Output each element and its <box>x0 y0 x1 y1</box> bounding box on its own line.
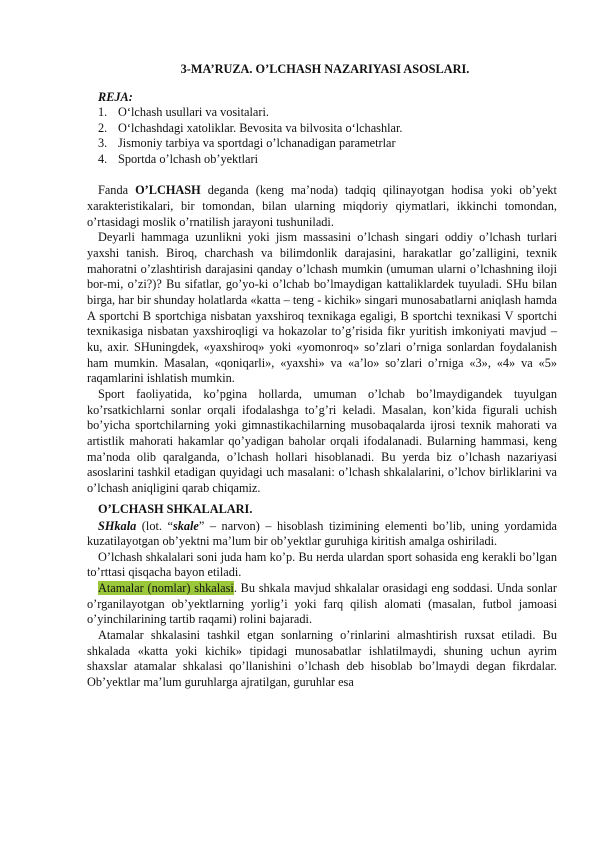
paragraph <box>87 519 557 550</box>
term-latin: skale <box>172 518 199 533</box>
paragraph <box>87 581 557 628</box>
section-heading: O’LCHASH SHKALALARI. <box>98 501 253 516</box>
paragraph: Deyarli hammaga uzunlikni yoki jism massasini o’lchash singari oddiy o’lchash turlari yaxshi tanish. Biroq, charchash va bilimdonlik darajasini, harakatlar go’zalligini, texnik mahoratni o’zlashtirish darajasini qanday o’lchash mumkin (umuman ularni o’lchashning iloji bor-mi, o’zi?)? Bu sifatlar, go’yo-ki o’lchab bo’lmaydigan kattaliklardek tuyuladi. SHu bilan birga, har bir shunday holatlarda «katta – teng - kichik» singari munosabatlarni aniqlash hamda A sportchi B sportchiga nisbatan yaxshiroq texnikaga egaligi, B sportchi texnikasi V sportchi texnikasiga nisbatan yaxshiroqligi va hokazolar to’g’risida fikr yuritish imkoniyati mavjud – ku, axir. SHuningdek, «yaxshiroq» yoki «yomonroq» so’zlari o’rniga sonlardan foydalanish ham mumkin. Masalan, «qoniqarli», «yaxshi» va «a’lo» so’zlari o’rniga «3», «4» va «5» raqamlarini ishlatish mumkin. <box>87 230 557 386</box>
page-title: 3-MA’RUZA. O’LCHASH NAZARIYASI ASOSLARI. <box>180 62 470 76</box>
list-item <box>98 152 557 168</box>
spacer <box>87 167 557 183</box>
list-text: O‘lchashdagi xatoliklar. Bevosita va bilvosita o‘lchashlar. <box>118 120 403 135</box>
list-number: 1. <box>98 105 108 119</box>
plan-list <box>87 105 557 167</box>
paragraph: Atamalar shkalasini tashkil etgan sonlarning o’rinlarini almashtirish ruxsat etiladi. Bu shkalada «katta yoki kichik» tipidagi munosabatlar ishlatilmaydi, shuning uchun ayrim shaxslar atamalar shkalasi qo’llanishini o’lchash deb hisoblab bo’lmaydi degan fikrdalar. Ob’yektlar ma’lum guruhlarga ajratilgan, guruhlar esa <box>87 628 557 690</box>
list-number: 3. <box>98 136 108 151</box>
term: SHkala <box>98 518 137 533</box>
paragraph: O’lchash shkalalari soni juda ham ko’p. Bu нerda ulardan sport sohasida eng kerakli bo’lgan to’rttasi qisqacha bayon etiladi. <box>87 549 557 580</box>
list-text: O‘lchash usullari va vositalari. <box>118 105 269 119</box>
list-number: 4. <box>98 151 108 166</box>
list-item <box>98 136 557 152</box>
list-number: 2. <box>98 120 108 135</box>
paragraph <box>87 183 557 230</box>
text-run: . Bu shkala mavjud shkalalar orasidagi eng soddasi. Unda sonlar o’rganilayotgan ob’yektlarning yorlig’i yoki farq qilish alomati (masalan, futbol jamoasi o’yinchilarining tartib raqami) rolini bajaradi. <box>87 581 557 627</box>
text-run: Fanda <box>98 183 136 198</box>
text-run: ” – narvon) – hisoblash tizimining elementi bo’lib, uning yordamida kuzatilayotgan ob’yektni ma’lum bir ob’yektlar guruhiga kiritish amalga oshiriladi. <box>87 518 557 549</box>
bold-term: O’LCHASH <box>135 183 201 198</box>
list-item <box>98 121 557 137</box>
text-run: (lot. “ <box>136 518 173 533</box>
document-page <box>87 62 557 691</box>
list-text: Sportda o’lchash ob’yektlari <box>118 151 259 166</box>
text-run: deganda (keng ma’noda) tadqiq qilinayotgan hodisa yoki ob’yekt xarakteristikalari, bir tomondan, bilan ularning miqdoriy qiymatlari, ikkinchi tomondan, o’rtasidagi moslik o’rnatilish jarayoni tushuniladi. <box>87 183 557 229</box>
list-text: Jismoniy tarbiya va sportdagi o’lchanadigan parametrlar <box>118 136 396 151</box>
plan-heading: REJA: <box>98 90 133 104</box>
paragraph: Sport faoliyatida, ko’pgina hollarda, umuman o’lchab bo’lmaydigandek tuyulgan ko’rsatkichlarni sonlar orqali ifodalashga to’g’ri keladi. Masalan, kon’kida figurali uchish bo’yicha sportchilarning yoki gimnastikachilarning musobaqalarda ijrosi texnik mahorati va artistlik mahorati hakamlar qo’yadigan baholar orqali ifodalanadi. Bularning hammasi, keng ma’noda olib qaralganda, o’lchash hollari hisoblanadi. Bu yerda biz o’lchash nazariyasi asoslarini tashkil etadigan quyidagi uch masalani: o’lchash shkalalarini, o’lchov birliklarini va o’lchash aniqligini qarab chiqamiz. <box>87 386 557 495</box>
list-item <box>98 105 557 121</box>
highlighted-term: Atamalar (nomlar) shkalasi <box>98 581 234 596</box>
